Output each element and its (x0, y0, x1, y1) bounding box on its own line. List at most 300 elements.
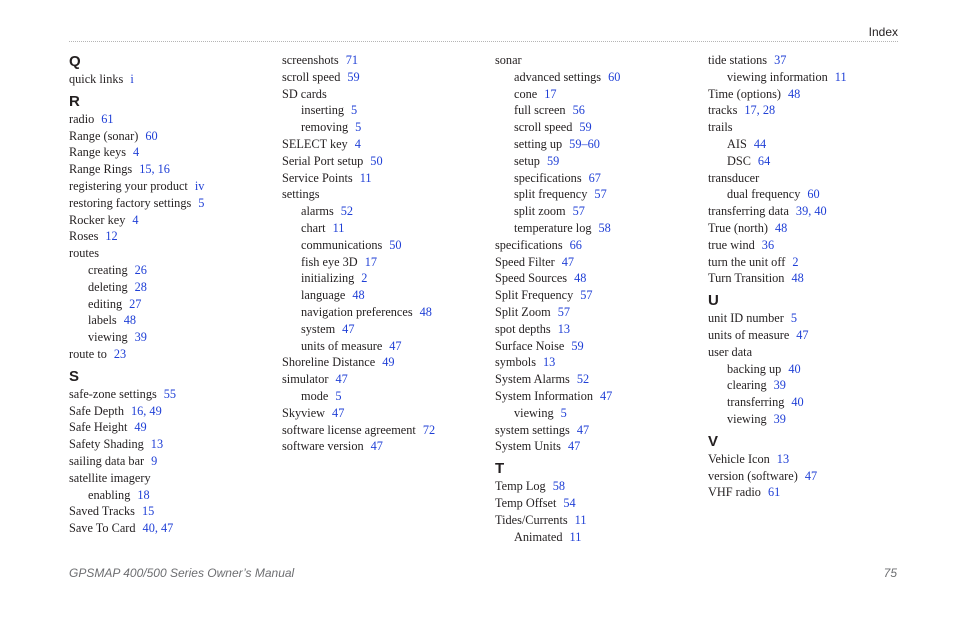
page-reference-link[interactable]: 47 (796, 327, 809, 342)
index-entry (69, 520, 279, 537)
index-subentry (282, 220, 492, 237)
page-reference-link[interactable]: 13 (150, 437, 164, 452)
index-term: tracks (708, 103, 738, 118)
index-entry (282, 170, 492, 187)
page-reference-link[interactable]: 60 (807, 187, 820, 202)
page-reference-link[interactable]: 67 (588, 170, 601, 185)
page-reference-link[interactable]: 57 (594, 187, 607, 202)
index-term: creating (88, 262, 128, 277)
index-entry (282, 69, 492, 86)
index-term: sailing data bar (69, 453, 145, 468)
index-subentry (69, 279, 279, 296)
index-entry (708, 468, 918, 485)
page-reference-link[interactable]: 50 (389, 237, 402, 252)
page-reference-link[interactable]: 52 (340, 204, 354, 219)
index-entry (282, 405, 492, 422)
index-term: enabling (88, 487, 131, 502)
index-term: Safety Shading (69, 437, 144, 452)
index-term: Speed Filter (495, 254, 555, 269)
page-reference-link[interactable]: 49 (382, 355, 395, 370)
index-subentry (708, 377, 918, 394)
page-reference-link[interactable]: 2 (361, 271, 368, 286)
index-term: software license agreement (282, 422, 416, 437)
index-term: True (north) (708, 220, 769, 235)
index-term: System Units (495, 439, 561, 454)
page-reference-link[interactable]: 40 (788, 361, 801, 376)
page-reference-link[interactable]: 47 (335, 372, 348, 387)
page-reference-link[interactable]: 5 (335, 388, 342, 403)
index-term: sonar (495, 53, 522, 67)
index-term: symbols (495, 355, 536, 370)
index-entry (495, 304, 705, 321)
index-letter-heading: U (708, 292, 719, 310)
index-term: scroll speed (514, 120, 573, 135)
page-reference-link[interactable]: 49 (134, 420, 147, 435)
index-letter-heading: R (69, 92, 80, 110)
index-term: backing up (727, 361, 782, 376)
index-term: viewing (514, 405, 554, 420)
index-letter-heading: V (708, 432, 719, 450)
index-term: dual frequency (727, 187, 801, 202)
index-term: temperature log (514, 220, 592, 235)
index-term: editing (88, 296, 123, 311)
index-term: true wind (708, 237, 755, 252)
page-reference-link[interactable]: 48 (419, 304, 432, 319)
index-term: transferring data (708, 204, 789, 219)
index-entry (495, 52, 705, 69)
index-term: specifications (495, 237, 563, 252)
page-reference-link[interactable]: 17 (364, 254, 377, 269)
section-label: Index (868, 25, 898, 39)
index-subentry (495, 529, 705, 546)
page-reference-link[interactable]: 48 (788, 86, 801, 101)
index-term: VHF radio (708, 485, 761, 500)
index-term: turn the unit off (708, 254, 786, 269)
page-reference-link[interactable]: 28 (134, 279, 147, 294)
index-entry (495, 270, 705, 287)
index-term: fish eye 3D (301, 254, 358, 269)
index-entry (495, 371, 705, 388)
index-entry (282, 422, 492, 439)
page-reference-link[interactable]: 11 (359, 170, 372, 185)
index-subentry (282, 338, 492, 355)
page-reference-link[interactable]: 55 (163, 386, 177, 401)
page-reference-link[interactable]: 59–60 (569, 136, 600, 151)
page-reference-link[interactable]: 71 (345, 53, 358, 67)
index-entry (495, 354, 705, 371)
index-entry (69, 212, 279, 229)
index-subentry (69, 329, 279, 346)
page-reference-link[interactable]: 60 (145, 128, 158, 143)
page-reference-link[interactable]: 47 (576, 422, 590, 437)
index-term: Speed Sources (495, 271, 568, 286)
index-term: alarms (301, 204, 334, 219)
page-reference-link[interactable]: 48 (791, 271, 804, 286)
index-term: settings (282, 187, 320, 202)
page-reference-link[interactable]: 39, 40 (795, 204, 827, 219)
index-column-2 (282, 52, 492, 455)
index-term: System Alarms (495, 372, 570, 387)
index-subentry (495, 136, 705, 153)
page-reference-link[interactable]: 47 (561, 254, 575, 269)
manual-title: GPSMAP 400/500 Series Owner’s Manual (69, 566, 295, 580)
header-divider (69, 41, 898, 42)
page-reference-link[interactable]: 48 (775, 220, 788, 235)
page-reference-link[interactable]: 52 (576, 372, 590, 387)
index-term: Rocker key (69, 212, 126, 227)
index-subentry (708, 153, 918, 170)
index-entry (495, 237, 705, 254)
page-reference-link[interactable]: 17, 28 (744, 103, 776, 118)
page-reference-link[interactable]: 13 (776, 451, 790, 466)
index-entry (708, 327, 918, 344)
index-term: satellite imagery (69, 470, 151, 485)
index-entry (69, 470, 279, 487)
index-term: system settings (495, 422, 570, 437)
page-reference-link[interactable]: 57 (580, 288, 593, 303)
index-subentry (495, 119, 705, 136)
index-entry (708, 254, 918, 271)
index-entry (495, 438, 705, 455)
index-entry (495, 478, 705, 495)
index-entry (282, 438, 492, 455)
page-reference-link[interactable]: 61 (767, 485, 781, 500)
page-reference-link[interactable]: 57 (572, 204, 585, 219)
index-term: communications (301, 237, 383, 252)
index-term: scroll speed (282, 69, 341, 84)
index-term: labels (88, 313, 117, 328)
page-reference-link[interactable]: 50 (370, 153, 383, 168)
index-subentry (708, 361, 918, 378)
page-reference-link[interactable]: 23 (113, 346, 127, 361)
index-term: Range keys (69, 145, 127, 160)
index-entry (69, 111, 279, 128)
index-subentry (282, 287, 492, 304)
index-term: navigation preferences (301, 304, 413, 319)
page-reference-link[interactable]: 59 (546, 153, 560, 168)
index-term: language (301, 288, 346, 303)
page-reference-link[interactable]: 58 (598, 220, 611, 235)
page-reference-link[interactable]: 12 (105, 229, 118, 244)
page-reference-link[interactable]: 15 (141, 504, 155, 519)
index-term: Split Frequency (495, 288, 574, 303)
index-term: AIS (727, 136, 747, 151)
index-subentry (69, 296, 279, 313)
index-subentry (495, 153, 705, 170)
index-entry (69, 228, 279, 245)
index-entry (708, 170, 918, 187)
index-term: viewing (88, 330, 128, 345)
index-subentry (708, 394, 918, 411)
page-reference-link[interactable]: 61 (101, 111, 114, 126)
index-term: inserting (301, 103, 345, 118)
index-term: Split Zoom (495, 304, 551, 319)
page-reference-link[interactable]: 5 (198, 195, 205, 210)
index-term: Animated (514, 529, 563, 544)
index-term: simulator (282, 372, 329, 387)
page-reference-link[interactable]: 18 (137, 487, 150, 502)
page-number: 75 (883, 566, 897, 580)
index-term: Roses (69, 229, 99, 244)
index-term: routes (69, 246, 100, 261)
index-term: Skyview (282, 405, 326, 420)
page-reference-link[interactable]: 47 (370, 439, 383, 454)
page-reference-link[interactable]: 47 (600, 388, 613, 403)
page-reference-link[interactable]: 59 (347, 69, 360, 84)
page-reference-link[interactable]: 26 (134, 262, 147, 277)
index-term: Vehicle Icon (708, 451, 770, 466)
index-entry (69, 403, 279, 420)
index-entry (708, 52, 918, 69)
index-term: Range (sonar) (69, 128, 139, 143)
index-entry (708, 119, 918, 136)
index-subentry (282, 119, 492, 136)
index-subentry (69, 487, 279, 504)
page-reference-link[interactable]: 58 (552, 479, 566, 494)
index-column-4 (708, 52, 918, 501)
index-term: Save To Card (69, 521, 136, 536)
index-entry (69, 419, 279, 436)
index-entry (69, 436, 279, 453)
index-term: radio (69, 111, 95, 126)
index-entry (708, 484, 918, 501)
index-term: tide stations (708, 53, 768, 67)
index-subentry (282, 237, 492, 254)
index-term: Surface Noise (495, 338, 565, 353)
index-entry (708, 451, 918, 468)
index-subentry (708, 136, 918, 153)
index-term: unit ID number (708, 311, 784, 326)
page-reference-link[interactable]: 48 (352, 288, 365, 303)
index-term: transducer (708, 170, 760, 185)
page-reference-link[interactable]: 27 (129, 296, 142, 311)
index-subentry (282, 304, 492, 321)
index-entry (69, 453, 279, 470)
index-term: transferring (727, 395, 785, 410)
index-term: split frequency (514, 187, 588, 202)
index-term: viewing (727, 411, 767, 426)
index-term: user data (708, 344, 753, 359)
page-reference-link[interactable]: 39 (134, 330, 147, 345)
index-subentry (495, 186, 705, 203)
index-term: spot depths (495, 321, 551, 336)
index-term: software version (282, 439, 364, 454)
index-subentry (495, 170, 705, 187)
index-entry (708, 102, 918, 119)
index-entry (69, 178, 279, 195)
index-subentry (69, 312, 279, 329)
index-subentry (495, 102, 705, 119)
page-reference-link[interactable]: 48 (123, 313, 136, 328)
index-entry (69, 503, 279, 520)
page-reference-link[interactable]: 4 (133, 145, 140, 160)
index-entry (69, 144, 279, 161)
page-reference-link[interactable]: 47 (332, 405, 345, 420)
page-reference-link[interactable]: 39 (773, 378, 786, 393)
index-term: Shoreline Distance (282, 355, 376, 370)
index-entry (282, 354, 492, 371)
index-term: setting up (514, 136, 563, 151)
index-term: initializing (301, 271, 355, 286)
page-reference-link[interactable]: 15, 16 (139, 162, 170, 177)
index-term: Turn Transition (708, 271, 785, 286)
index-entry (708, 344, 918, 361)
index-entry (282, 86, 492, 103)
page-reference-link[interactable]: 17 (544, 86, 557, 101)
index-term: viewing information (727, 69, 828, 84)
page-reference-link[interactable]: 48 (574, 271, 587, 286)
page-reference-link[interactable]: 13 (543, 355, 556, 370)
index-subentry (282, 254, 492, 271)
page-reference-link[interactable]: 5 (355, 120, 362, 135)
page-reference-link[interactable]: 54 (563, 495, 576, 510)
index-term: Safe Height (69, 420, 128, 435)
index-term: Time (options) (708, 86, 781, 101)
index-term: SELECT key (282, 136, 348, 151)
index-column-3 (495, 52, 705, 545)
page-reference-link[interactable]: 60 (608, 69, 621, 84)
index-entry (495, 287, 705, 304)
index-entry (708, 203, 918, 220)
index-letter-heading: Q (69, 53, 81, 70)
index-term: DSC (727, 153, 751, 168)
index-term: full screen (514, 103, 566, 118)
index-entry (69, 386, 279, 403)
index-term: cone (514, 86, 538, 101)
index-term: advanced settings (514, 69, 602, 84)
page-reference-link[interactable]: 5 (351, 103, 358, 118)
index-entry (282, 153, 492, 170)
index-term: safe-zone settings (69, 386, 157, 401)
index-term: setup (514, 153, 540, 168)
index-subentry (69, 262, 279, 279)
index-entry (282, 371, 492, 388)
index-subentry (282, 203, 492, 220)
index-entry (282, 136, 492, 153)
page-reference-link[interactable]: i (130, 72, 134, 86)
page-reference-link[interactable]: 2 (792, 254, 799, 269)
index-term: units of measure (301, 338, 383, 353)
index-letter-heading: S (69, 367, 80, 385)
page-reference-link[interactable]: 13 (557, 321, 570, 336)
index-subentry (495, 69, 705, 86)
index-subentry (495, 405, 705, 422)
page-reference-link[interactable]: 47 (804, 468, 818, 483)
page-reference-link[interactable]: 59 (571, 338, 584, 353)
index-subentry (495, 86, 705, 103)
index-term: Service Points (282, 170, 353, 185)
index-term: split zoom (514, 204, 566, 219)
index-entry (495, 321, 705, 338)
index-term: system (301, 321, 336, 336)
index-entry (69, 128, 279, 145)
page-reference-link[interactable]: 9 (151, 453, 158, 468)
index-entry (495, 422, 705, 439)
page-reference-link[interactable]: 16, 49 (130, 403, 162, 418)
page-reference-link[interactable]: 40, 47 (142, 521, 174, 536)
index-entry (708, 237, 918, 254)
page-reference-link[interactable]: 11 (834, 69, 847, 84)
index-entry (69, 346, 279, 363)
index-term: clearing (727, 378, 767, 393)
index-entry (495, 388, 705, 405)
index-subentry (708, 69, 918, 86)
index-entry (282, 186, 492, 203)
index-entry (495, 495, 705, 512)
page-reference-link[interactable]: 39 (773, 411, 786, 426)
page-reference-link[interactable]: 44 (753, 136, 767, 151)
page-reference-link[interactable]: 64 (757, 153, 771, 168)
page-reference-link[interactable]: 11 (574, 512, 587, 527)
page-reference-link[interactable]: 5 (790, 311, 797, 326)
page-reference-link[interactable]: 72 (422, 422, 436, 437)
index-term: Serial Port setup (282, 153, 364, 168)
index-term: specifications (514, 170, 582, 185)
index-letter-heading: T (495, 460, 505, 478)
page-reference-link[interactable]: 57 (557, 304, 570, 319)
page-reference-link[interactable]: 11 (332, 220, 345, 235)
index-term: System Information (495, 388, 594, 403)
page-reference-link[interactable]: 56 (572, 103, 585, 118)
page-reference-link[interactable]: 5 (560, 405, 567, 420)
page-reference-link[interactable]: 47 (567, 439, 581, 454)
page-reference-link[interactable]: 37 (774, 53, 787, 67)
index-column-1 (69, 52, 279, 537)
index-entry (495, 254, 705, 271)
page-reference-link[interactable]: 4 (132, 212, 139, 227)
page-reference-link[interactable]: iv (194, 178, 205, 193)
index-subentry (282, 270, 492, 287)
page-reference-link[interactable]: 59 (579, 120, 592, 135)
page-reference-link[interactable]: 47 (342, 321, 355, 336)
index-term: removing (301, 120, 349, 135)
page-reference-link[interactable]: 4 (354, 136, 361, 151)
index-term: SD cards (282, 86, 327, 101)
index-term: deleting (88, 279, 128, 294)
index-subentry (708, 411, 918, 428)
index-subentry (282, 321, 492, 338)
index-entry (69, 245, 279, 262)
index-term: Tides/Currents (495, 512, 568, 527)
index-entry (69, 195, 279, 212)
page-reference-link[interactable]: 36 (761, 237, 775, 252)
index-subentry (495, 203, 705, 220)
index-subentry (708, 186, 918, 203)
page-reference-link[interactable]: 66 (569, 237, 582, 252)
index-entry (69, 161, 279, 178)
index-term: Temp Offset (495, 495, 557, 510)
index-subentry (282, 102, 492, 119)
index-term: restoring factory settings (69, 195, 192, 210)
index-entry (282, 52, 492, 69)
index-term: mode (301, 388, 329, 403)
page-reference-link[interactable]: 11 (569, 529, 582, 544)
index-entry (708, 270, 918, 287)
index-term: Safe Depth (69, 403, 124, 418)
index-term: registering your product (69, 178, 188, 193)
index-subentry (495, 220, 705, 237)
index-entry (69, 71, 279, 88)
page-reference-link[interactable]: 40 (791, 395, 804, 410)
index-entry (708, 220, 918, 237)
index-term: Temp Log (495, 479, 546, 494)
page-reference-link[interactable]: 47 (389, 338, 402, 353)
index-term: Range Rings (69, 162, 133, 177)
index-subentry (282, 388, 492, 405)
index-term: chart (301, 220, 326, 235)
index-term: Saved Tracks (69, 504, 135, 519)
index-term: units of measure (708, 327, 790, 342)
